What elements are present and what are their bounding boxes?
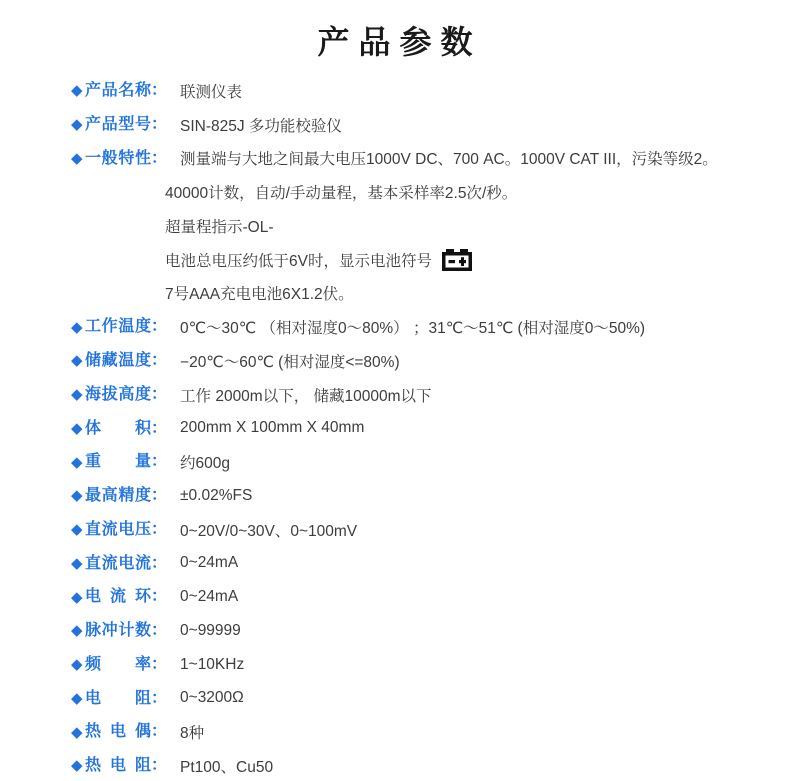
- spec-row: [71, 614, 790, 648]
- spec-label: 脉冲计数: [85, 622, 151, 640]
- spec-row: [71, 74, 790, 108]
- diamond-bullet-icon: ◆: [71, 352, 83, 370]
- spec-value: 0~99999: [180, 621, 241, 639]
- spec-label-colon: ：: [151, 453, 168, 471]
- spec-value: 约600g: [180, 455, 230, 473]
- diamond-bullet-icon: ◆: [71, 689, 83, 707]
- spec-label-colon: ：: [151, 419, 168, 437]
- spec-row: [71, 108, 790, 142]
- spec-value: 0~24mA: [180, 554, 239, 572]
- spec-label: 储藏温度: [85, 352, 151, 370]
- spec-label: 一般特性: [85, 149, 151, 167]
- spec-label: 直流电流: [85, 554, 151, 572]
- spec-value: 0℃～30℃ （相对湿度0～80%） ；31℃～51℃ (相对湿度0～50%): [180, 320, 646, 338]
- spec-label-colon: ：: [151, 352, 168, 370]
- spec-row: [71, 715, 790, 749]
- diamond-bullet-icon: ◆: [71, 554, 83, 572]
- spec-label-colon: ：: [151, 385, 168, 403]
- spec-row: [71, 513, 790, 547]
- spec-value: 0~20V/0~30V、0~100mV: [180, 522, 358, 540]
- spec-label: 电 阻: [85, 689, 151, 707]
- spec-label-colon: ：: [151, 487, 168, 505]
- diamond-bullet-icon: ◆: [71, 723, 83, 741]
- spec-row: [71, 479, 790, 513]
- diamond-bullet-icon: ◆: [71, 622, 83, 640]
- spec-value: 测量端与大地之间最大电压1000V DC、700 AC。1000V CAT III，污染等级2。: [180, 151, 718, 169]
- spec-value: 1~10KHz: [180, 655, 245, 673]
- spec-row: [71, 648, 790, 682]
- spec-label: 工作温度: [85, 318, 151, 336]
- spec-value: 工作 2000m以下， 储藏10000m以下: [180, 387, 432, 405]
- spec-row: [71, 344, 790, 378]
- spec-label-colon: ：: [151, 588, 168, 606]
- diamond-bullet-icon: ◆: [71, 82, 83, 100]
- spec-list: [0, 61, 790, 781]
- diamond-bullet-icon: ◆: [71, 453, 83, 471]
- spec-label: 热 电 偶: [85, 723, 151, 741]
- spec-label: 热 电 阻: [85, 757, 151, 775]
- spec-label: 海拔高度: [85, 385, 151, 403]
- spec-value: ±0.02%FS: [180, 486, 253, 504]
- spec-label: 重 量: [85, 453, 151, 471]
- spec-row: [71, 378, 790, 412]
- spec-label-colon: ：: [151, 554, 168, 572]
- spec-label-colon: ：: [151, 318, 168, 336]
- spec-row: [71, 310, 790, 344]
- spec-value: −20℃～60℃ (相对湿度<=80%): [180, 353, 400, 371]
- spec-label-colon: ：: [151, 723, 168, 741]
- spec-row: [71, 445, 790, 479]
- spec-label-colon: ：: [151, 520, 168, 538]
- spec-extra-text: 超量程指示-OL-: [165, 218, 274, 236]
- spec-extra-line: [71, 175, 790, 209]
- diamond-bullet-icon: ◆: [71, 419, 83, 437]
- spec-label: 直流电压: [85, 520, 151, 538]
- spec-row: [71, 749, 790, 781]
- spec-extra-text: 电池总电压约低于6V时，显示电池符号: [165, 252, 432, 270]
- spec-label-colon: ：: [151, 622, 168, 640]
- battery-icon: [442, 249, 472, 271]
- spec-label: 产品型号: [85, 115, 151, 133]
- diamond-bullet-icon: ◆: [71, 656, 83, 674]
- spec-label: 产品名称: [85, 82, 151, 100]
- spec-row: [71, 682, 790, 716]
- spec-value: SIN-825J 多功能校验仪: [180, 117, 342, 135]
- spec-label: 频 率: [85, 655, 151, 673]
- diamond-bullet-icon: ◆: [71, 116, 83, 134]
- spec-value: Pt100、Cu50: [180, 758, 274, 776]
- page-title: 产品参数: [317, 24, 482, 60]
- spec-value: 200mm X 100mm X 40mm: [180, 419, 365, 437]
- spec-label-colon: ：: [151, 689, 168, 707]
- spec-value: 联测仪表: [180, 83, 243, 101]
- diamond-bullet-icon: ◆: [71, 521, 83, 539]
- spec-label: 最高精度: [85, 487, 151, 505]
- spec-row: [71, 142, 790, 176]
- diamond-bullet-icon: ◆: [71, 386, 83, 404]
- spec-label-colon: ：: [151, 655, 168, 673]
- spec-extra-line: [71, 243, 790, 277]
- spec-extra-text: 40000计数，自动/手动量程，基本采样率2.5次/秒。: [165, 185, 518, 203]
- spec-value: 0~3200Ω: [180, 689, 244, 707]
- spec-extra-line: [71, 209, 790, 243]
- diamond-bullet-icon: ◆: [71, 757, 83, 775]
- spec-label-colon: ：: [151, 149, 168, 167]
- spec-label-colon: ：: [151, 757, 168, 775]
- spec-label-colon: ：: [151, 82, 168, 100]
- spec-value: 0~24mA: [180, 588, 239, 606]
- diamond-bullet-icon: ◆: [71, 588, 83, 606]
- spec-label-colon: ：: [151, 115, 168, 133]
- spec-row: [71, 580, 790, 614]
- spec-row: [71, 412, 790, 446]
- diamond-bullet-icon: ◆: [71, 318, 83, 336]
- spec-extra-text: 7号AAA充电电池6X1.2伏。: [165, 286, 354, 304]
- spec-value: 8种: [180, 725, 205, 743]
- diamond-bullet-icon: ◆: [71, 149, 83, 167]
- spec-extra-line: [71, 277, 790, 311]
- spec-row: [71, 547, 790, 581]
- spec-label: 体 积: [85, 419, 151, 437]
- diamond-bullet-icon: ◆: [71, 487, 83, 505]
- spec-label: 电 流 环: [85, 588, 151, 606]
